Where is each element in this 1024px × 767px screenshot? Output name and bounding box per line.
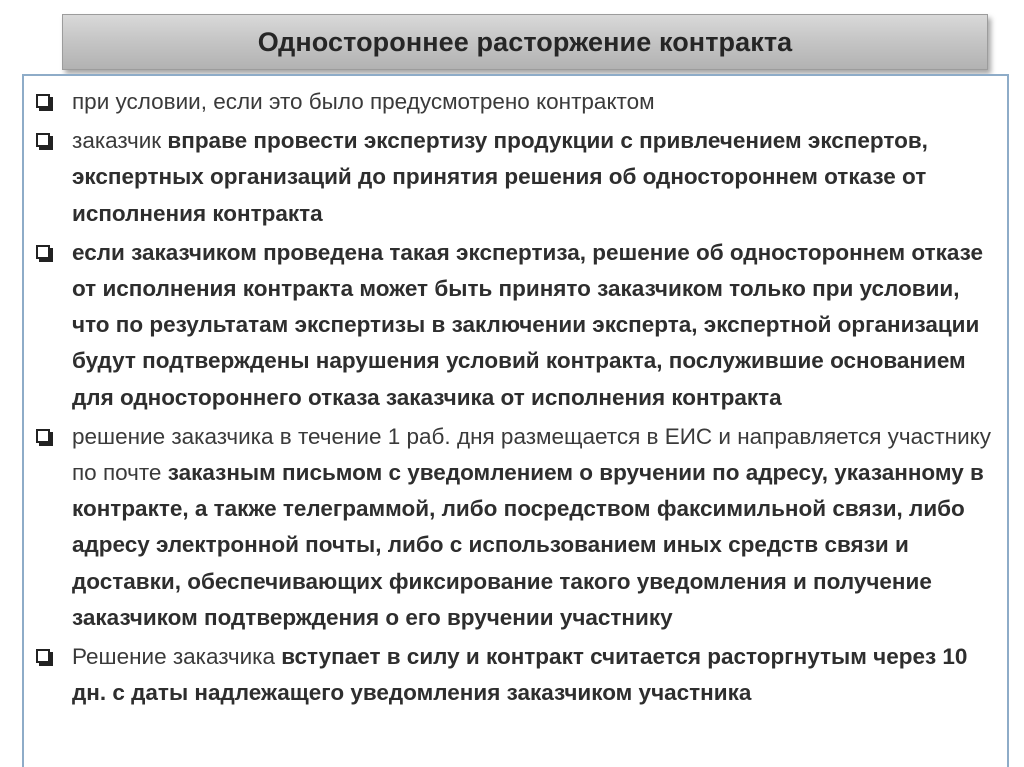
checkbox-bullet-icon xyxy=(36,429,50,443)
bullet-text: при условии, если это было предусмотрено контрактом xyxy=(72,89,655,114)
bullet-text: Решение заказчика xyxy=(72,644,282,670)
bullet-item xyxy=(30,123,1000,232)
bullet-text: заказчик xyxy=(72,128,168,154)
checkbox-bullet-icon xyxy=(36,245,50,259)
title-banner xyxy=(62,14,988,70)
bullet-bold-text: если заказчиком проведена такая экспертиза, решение об одностороннем отказе от исполнения контракта может быть принято заказчиком только при условии, что по результатам экспертизы в заключении эксперта, экспертной организации будут подтверждены нарушения условий контракта, послужившие основанием для одностороннего отказа заказчика от исполнения контракта xyxy=(72,239,984,410)
bullet-item xyxy=(30,84,1000,120)
bullet-bold-text: заказным письмом с уведомлением о вручении по адресу, указанному в контракте, а также телеграммой, либо посредством факсимильной связи, либо адресу электронной почты, либо с использованием иных средств связи и доставки, обеспечивающих фиксирование такого уведомления и получение заказчиком подтверждения о его вручении участнику xyxy=(72,460,984,630)
checkbox-bullet-icon xyxy=(36,94,50,108)
bullet-item xyxy=(30,235,1000,416)
bullet-list xyxy=(30,84,1000,714)
bullet-bold-text: вступает в силу и контракт считается расторгнутым через 10 дн. с даты надлежащего уведомления заказчиком участника xyxy=(72,644,968,706)
checkbox-bullet-icon xyxy=(36,649,50,663)
slide-title: Одностороннее расторжение контракта xyxy=(257,26,793,57)
checkbox-bullet-icon xyxy=(36,133,50,147)
bullet-text: решение заказчика в течение 1 раб. дня размещается в ЕИС и направляется участнику по почте xyxy=(72,423,992,486)
bullet-item xyxy=(30,419,1000,636)
bullet-item xyxy=(30,639,1000,711)
bullet-bold-text: вправе провести экспертизу продукции с привлечением экспертов, экспертных организаций до принятия решения об одностороннем отказе от исполнения контракта xyxy=(72,128,928,226)
